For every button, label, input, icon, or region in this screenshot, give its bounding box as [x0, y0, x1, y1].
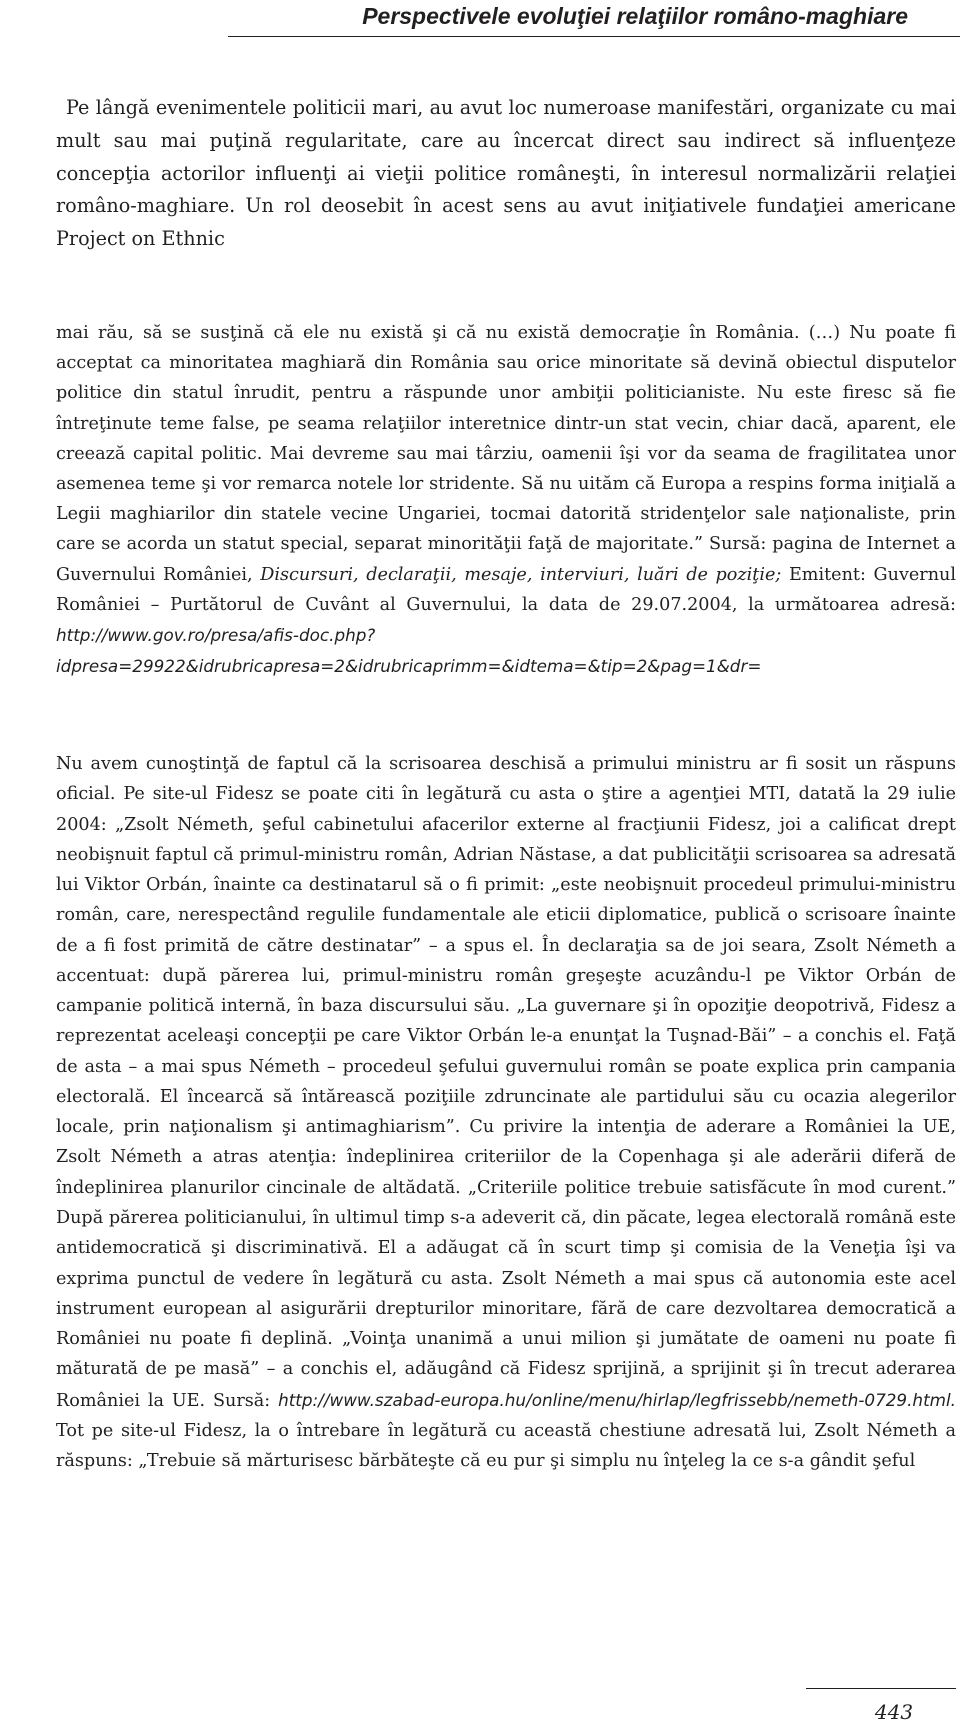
body-text-tail: Tot pe site-ul Fidesz, la o întrebare în legătură cu această chestiune adresată lui, Zsolt Németh a răspuns: „Trebuie să mărturisesc bărbăteşte că eu pur şi simplu nu înţeleg la ce s-a gândit şeful	[56, 1420, 956, 1472]
body-text-main: Nu avem cunoştinţă de faptul că la scrisoarea deschisă a primului ministru ar fi sosit un răspuns oficial. Pe site-ul Fidesz se poate citi în legătură cu asta o ştire a agenţiei MTI, datată la 29 iulie 2004: „Zsolt Németh, şeful cabinetului afacerilor externe al fracţiunii Fidesz, joi a calificat drept neobişnuit faptul că primul-ministru român, Adrian Năstase, a dat publicităţii scrisoarea sa adresată lui Viktor Orbán, înainte ca destinatarul să o fi primit: „este neobişnuit procedeul primului-ministru român, care, nerespectând regulile fundamentale ale eticii diplomatice, publică o scrisoare înainte de a fi fost primită de către destinatar” – a spus el. În declaraţia sa de joi seara, Zsolt Németh a accentuat: după părerea lui, primul-ministru român greşeşte acuzându-l pe Viktor Orbán de campanie politică internă, în baza discursului său. „La guvernare şi în opoziţie deopotrivă, Fidesz a reprezentat aceleaşi concepţii pe care Viktor Orbán le-a enunţat la Tuşnad-Băi” – a conchis el. Faţă de asta – a mai spus Németh – procedeul şefului guvernului român se poate explica prin campania electorală. El încearcă să întărească poziţiile zdruncinate ale partidului său cu ocazia alegerilor locale, prin naţionalism şi antimaghiarism”. Cu privire la intenţia de aderare a României la UE, Zsolt Németh a atras atenţia: îndeplinirea criteriilor de la Copenhaga şi ale aderării diferă de îndeplinirea planurilor cincinale de altădată. „Criteriile politice trebuie satisfăcute în mod curent.” După părerea politicianului, în ultimul timp s-a adeverit că, din păcate, legea electorală română este antidemocratică şi discriminativă. El a adăugat că în scurt timp şi comisia de la Veneţia îşi va exprima punctul de vedere în legătură cu asta. Zsolt Németh a mai spus că autonomia este acel instrument european al asigurării drepturilor minoritare, fără de care dezvoltarea democratică a României nu poate fi deplină. „Voinţa unanimă a unui milion şi jumătate de oameni nu poate fi măturată de pe masă” – a conchis el, adăugând că Fidesz sprijină, a sprijinit şi în trecut aderarea României la UE. Sursă:	[56, 754, 956, 1411]
footer-rule	[806, 1688, 956, 1689]
quoted-statement	[56, 318, 956, 682]
quote-source-url: http://www.gov.ro/presa/afis-doc.php?idpresa=29922&idrubricapresa=2&idrubricaprimm=&idtema=&tip=2&pag=1&dr=	[56, 625, 762, 677]
header-rule	[228, 36, 960, 37]
quote-source-details: Emitent: Guvernul României – Purtătorul de Cuvânt al Guvernului, la data de 29.07.2004, la următoarea adresă:	[56, 564, 956, 615]
intro-paragraph: Pe lângă evenimentele politicii mari, au avut loc numeroase manifestări, organizate cu mai mult sau mai puţină regularitate, care au încercat direct sau indirect să influenţeze concepţia actorilor influenţi ai vieţii politice româneşti, în interesul normalizării relaţiei româno-maghiare. Un rol deosebit în acest sens au avut iniţiativele fundaţiei americane Project on Ethnic	[56, 96, 956, 251]
page-number: 443	[874, 1700, 914, 1724]
body-source-url: http://www.szabad-europa.hu/online/menu/hirlap/legfrissebb/nemeth-0729.html.	[278, 1389, 956, 1410]
running-header: Perspectivele evoluţiei relaţiilor româno-maghiare	[362, 3, 908, 29]
quote-text: mai rău, să se susţină că ele nu există şi că nu există democraţie în România. (…) Nu poate fi acceptat ca minoritatea maghiară din România sau orice minoritate să devină obiectul disputelor politice din statul înrudit, pentru a răspunde unor ambiţii politicianiste. Nu este firesc să fie întreţinute teme false, pe seama relaţiilor interetnice dintr-un stat vecin, chiar dacă, aparent, ele creează capital politic. Mai devreme sau mai târziu, oamenii îşi vor da seama de fragilitatea unor asemenea teme şi vor remarca notele lor stridente. Să nu uităm că Europa a respins forma iniţială a Legii maghiarilor din statele vecine Ungariei, tocmai datorită stridenţelor sale naţionaliste, prin care se acorda un statut special, separat minorităţii faţă de majoritate.” Sursă: pagina de Internet a Guvernului României,	[56, 323, 956, 585]
quote-source-title: Discursuri, declaraţii, mesaje, interviuri, luări de poziţie;	[260, 564, 782, 585]
body-paragraph	[56, 749, 956, 1476]
